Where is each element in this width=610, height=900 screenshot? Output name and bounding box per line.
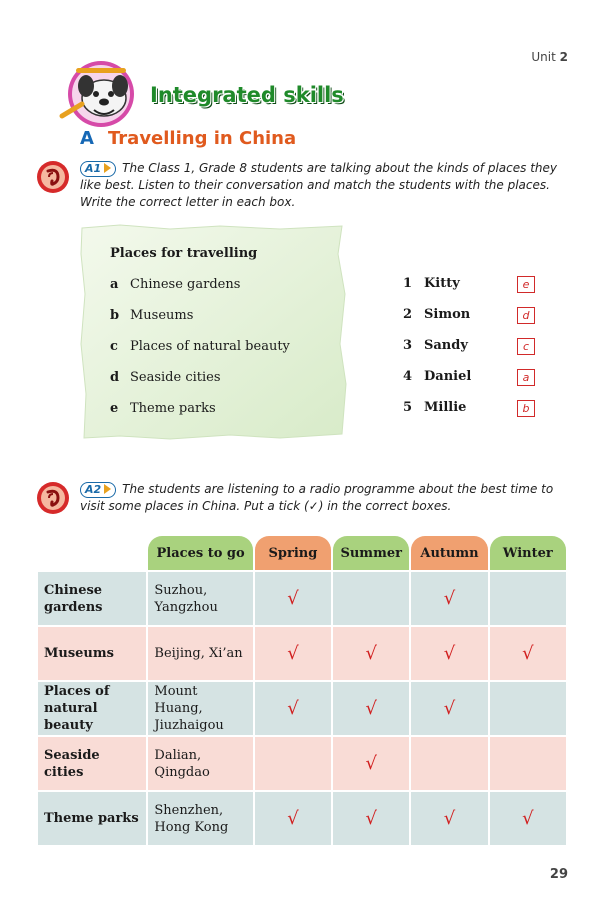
table-row: Seaside cities Dalian, Qingdao √ xyxy=(38,737,566,790)
section-title: Integrated skills xyxy=(150,83,344,107)
tick-cell[interactable] xyxy=(411,737,487,790)
places-title: Places for travelling xyxy=(110,246,258,261)
header-summer: Summer xyxy=(333,536,409,570)
listening-icon xyxy=(36,160,70,194)
seasons-table xyxy=(36,534,568,847)
place-item: b Museums xyxy=(110,308,194,323)
tick-cell[interactable] xyxy=(490,682,566,735)
tick-cell[interactable] xyxy=(490,737,566,790)
table-row: Places of natural beauty Mount Huang, Jiuzhaigou √ √ √ xyxy=(38,682,566,735)
unit-label: Unit 2 xyxy=(531,50,568,64)
student-item: 2 Simon xyxy=(403,307,471,322)
dog-mascot-icon xyxy=(56,58,146,130)
header-places-to-go: Places to go xyxy=(148,536,252,570)
tick-cell[interactable]: √ xyxy=(490,627,566,680)
header-spring: Spring xyxy=(255,536,331,570)
tick-cell[interactable] xyxy=(333,572,409,625)
tick-cell[interactable]: √ xyxy=(333,792,409,845)
student-item: 4 Daniel xyxy=(403,369,472,384)
tick-cell[interactable] xyxy=(490,572,566,625)
table-row: Chinese gardens Suzhou, Yangzhou √ √ xyxy=(38,572,566,625)
tick-cell[interactable]: √ xyxy=(333,627,409,680)
answer-box[interactable]: e xyxy=(517,276,535,293)
page-number: 29 xyxy=(549,867,568,882)
place-item: e Theme parks xyxy=(110,401,216,416)
table-row: Theme parks Shenzhen, Hong Kong √ √ √ √ xyxy=(38,792,566,845)
part-letter: A xyxy=(80,128,94,149)
play-icon xyxy=(104,163,111,173)
tick-cell[interactable]: √ xyxy=(255,627,331,680)
answer-box[interactable]: d xyxy=(517,307,535,324)
tick-cell[interactable]: √ xyxy=(255,792,331,845)
a2-instructions: A2 The students are listening to a radio programme about the best time to visit some places in China. Put a tick (✓) in the correct boxes. xyxy=(80,482,554,513)
header-winter: Winter xyxy=(490,536,566,570)
table-header-row xyxy=(38,536,566,570)
part-title: Travelling in China xyxy=(108,128,297,149)
a1-instructions: A1 The Class 1, Grade 8 students are talking about the kinds of places they like best. Listen to their conversation and match the students with the places. Write the correct letter in each box. xyxy=(80,161,557,209)
student-item: 3 Sandy xyxy=(403,338,468,353)
answer-box[interactable]: b xyxy=(517,400,535,417)
answer-box[interactable]: c xyxy=(517,338,535,355)
place-item: c Places of natural beauty xyxy=(110,339,290,354)
play-icon xyxy=(104,484,111,494)
table-row: Museums Beijing, Xi’an √ √ √ √ xyxy=(38,627,566,680)
place-item: d Seaside cities xyxy=(110,370,221,385)
tick-cell[interactable]: √ xyxy=(333,682,409,735)
a2-track-badge[interactable]: A2 xyxy=(80,482,116,498)
student-item: 1 Kitty xyxy=(403,276,460,291)
tick-cell[interactable]: √ xyxy=(255,682,331,735)
tick-cell[interactable]: √ xyxy=(411,682,487,735)
tick-cell[interactable]: √ xyxy=(411,627,487,680)
tick-cell[interactable]: √ xyxy=(411,792,487,845)
tick-cell[interactable]: √ xyxy=(411,572,487,625)
answer-box[interactable]: a xyxy=(517,369,535,386)
tick-cell[interactable]: √ xyxy=(333,737,409,790)
tick-cell[interactable]: √ xyxy=(255,572,331,625)
header-autumn: Autumn xyxy=(411,536,487,570)
a1-track-badge[interactable]: A1 xyxy=(80,161,116,177)
listening-icon xyxy=(36,481,70,515)
student-item: 5 Millie xyxy=(403,400,467,415)
tick-cell[interactable]: √ xyxy=(490,792,566,845)
place-item: a Chinese gardens xyxy=(110,277,241,292)
tick-cell[interactable] xyxy=(255,737,331,790)
